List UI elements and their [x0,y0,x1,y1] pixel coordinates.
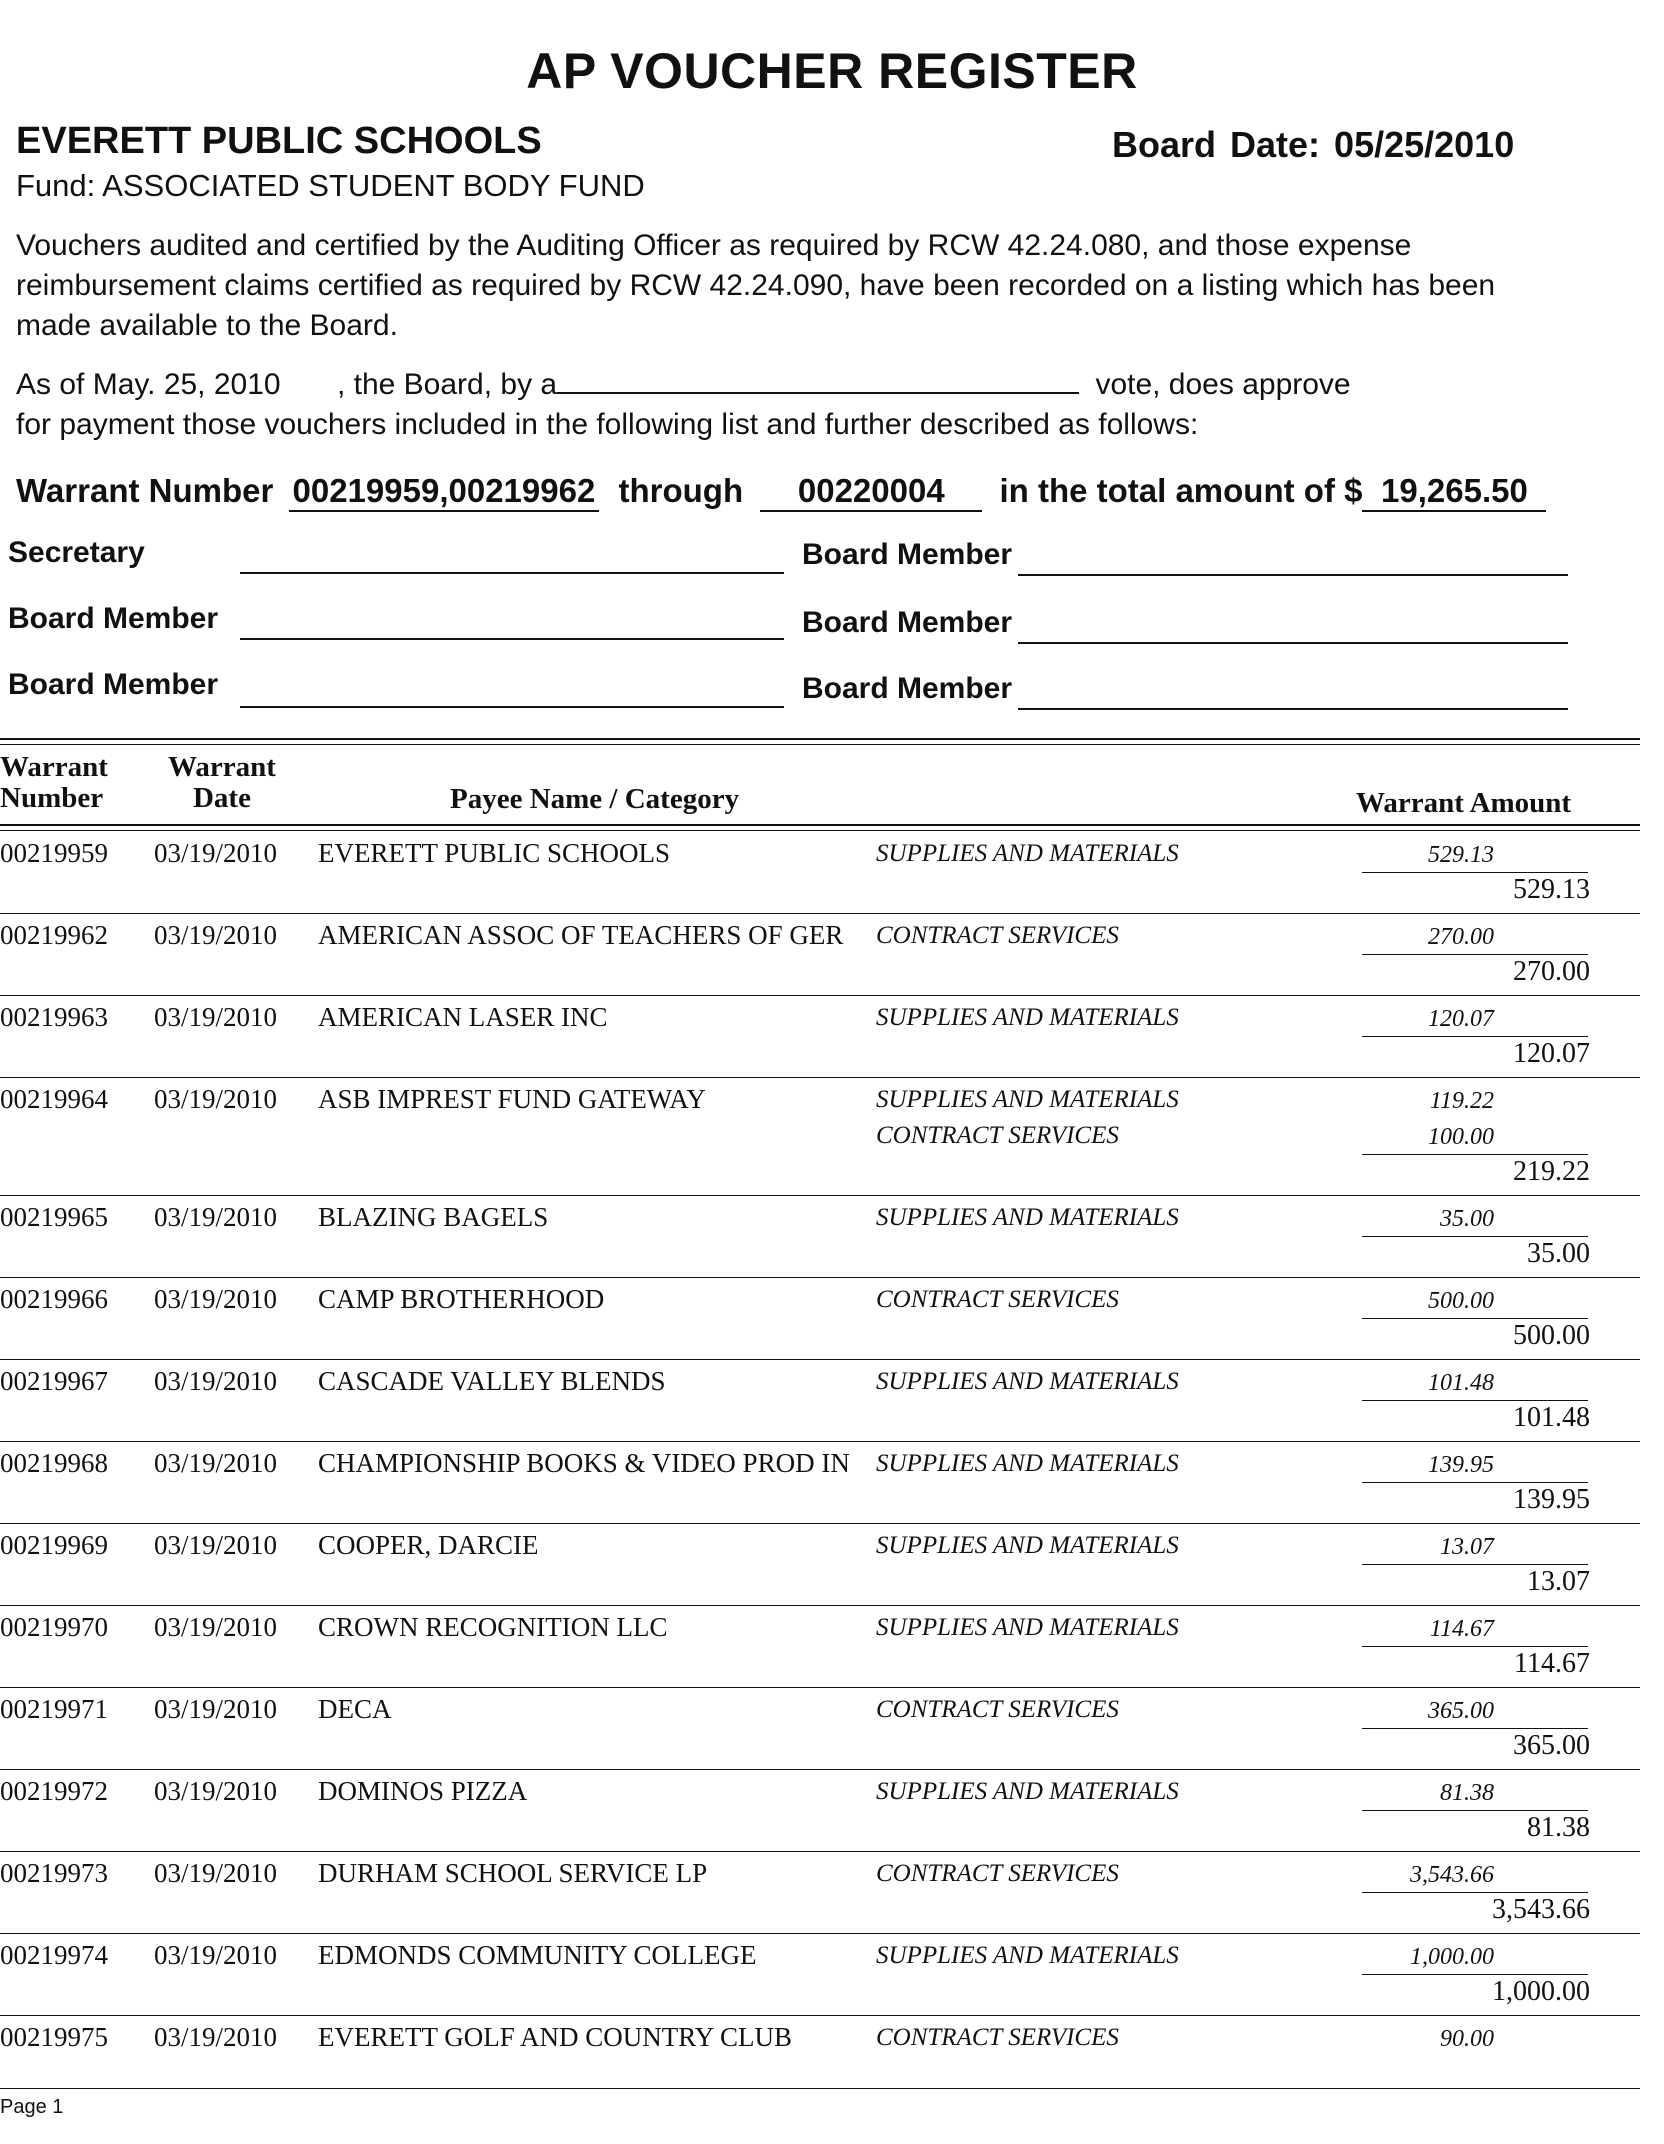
table-row [0,1606,1640,1688]
expense-category: SUPPLIES AND MATERIALS [876,1086,1179,1113]
expense-category: CONTRACT SERVICES [876,1696,1119,1723]
column-header-line: Number [0,782,104,814]
through-label: through [618,472,744,509]
board-member-label: Board Member [802,606,1013,639]
line-amount: 1,000.00 [1410,1944,1494,1970]
line-amount: 90.00 [1440,2026,1494,2052]
warrant-date: 03/19/2010 [154,1612,278,1642]
payee-name: COOPER, DARCIE [318,1530,539,1560]
board-member-signature-line [240,706,784,708]
warrant-date: 03/19/2010 [154,1448,278,1478]
warrant-total: 365.00 [1513,1730,1590,1761]
page-number: Page 1 [0,2096,64,2118]
board-date [1112,124,1514,166]
warrant-total: 101.48 [1513,1402,1590,1433]
payee-name: DECA [318,1694,392,1724]
expense-category: CONTRACT SERVICES [876,1860,1119,1887]
footer-rule [0,2088,1640,2089]
warrant-total: 114.67 [1514,1648,1590,1679]
warrant-total: 500.00 [1513,1320,1590,1351]
table-row [0,914,1640,996]
table-row [0,996,1640,1078]
table-row [0,1852,1640,1934]
table-row [0,1934,1640,2016]
table-row [0,1770,1640,1852]
warrant-date: 03/19/2010 [154,1002,278,1032]
payee-name: EDMONDS COMMUNITY COLLEGE [318,1940,757,1970]
warrant-total: 120.07 [1513,1038,1590,1069]
payee-name: DURHAM SCHOOL SERVICE LP [318,1858,708,1888]
board-member-signature-line [1018,708,1568,710]
table-row [0,832,1640,914]
payee-name: ASB IMPREST FUND GATEWAY [318,1084,706,1114]
warrant-total: 529.13 [1513,874,1590,905]
header-rule [0,830,1640,831]
warrant-number: 00219975 [0,2022,108,2052]
payee-name: AMERICAN ASSOC OF TEACHERS OF GER [318,920,844,950]
line-amount: 120.07 [1428,1006,1494,1032]
board-date-value: 05/25/2010 [1334,124,1515,165]
warrant-total: 219.22 [1513,1156,1590,1187]
board-by-text: , the Board, by a [336,368,558,401]
as-of-date: As of May. 25, 2010 [16,368,281,401]
payee-name: CROWN RECOGNITION LLC [318,1612,668,1642]
line-amount: 35.00 [1440,1206,1494,1232]
board-member-label: Board Member [8,668,219,701]
expense-category: SUPPLIES AND MATERIALS [876,840,1179,867]
subtotal-rule [1362,1974,1588,1975]
line-amount: 114.67 [1429,1616,1494,1642]
table-row [0,1442,1640,1524]
warrant-date: 03/19/2010 [154,1366,278,1396]
board-member-signature-line [1018,574,1568,576]
warrant-start-numbers: 00219959,00219962 [289,472,600,512]
warrant-date: 03/19/2010 [154,1694,278,1724]
expense-category: SUPPLIES AND MATERIALS [876,1532,1179,1559]
warrant-total: 1,000.00 [1492,1976,1590,2007]
expense-category: SUPPLIES AND MATERIALS [876,1004,1179,1031]
warrant-number: 00219967 [0,1366,108,1396]
warrant-date: 03/19/2010 [154,1202,278,1232]
subtotal-rule [1362,1318,1588,1319]
expense-category: SUPPLIES AND MATERIALS [876,1204,1179,1231]
warrant-number: 00219971 [0,1694,108,1724]
table-row [0,1360,1640,1442]
subtotal-rule [1362,1236,1588,1237]
line-amount: 365.00 [1428,1698,1494,1724]
table-row [0,1688,1640,1770]
total-amount-label: in the total amount of $ [999,472,1363,509]
payee-name: EVERETT GOLF AND COUNTRY CLUB [318,2022,793,2052]
subtotal-rule [1362,1154,1588,1155]
table-row [0,2016,1640,2098]
warrant-total: 13.07 [1527,1566,1590,1597]
warrant-number: 00219964 [0,1084,108,1114]
expense-category: SUPPLIES AND MATERIALS [876,1614,1179,1641]
subtotal-rule [1362,1646,1588,1647]
table-row [0,1278,1640,1360]
total-amount-value: 19,265.50 [1362,472,1546,512]
line-amount: 500.00 [1428,1288,1494,1314]
warrant-number: 00219963 [0,1002,108,1032]
warrant-date: 03/19/2010 [154,838,278,868]
warrant-number: 00219962 [0,920,108,950]
warrant-number: 00219972 [0,1776,108,1806]
warrant-summary [16,472,1546,512]
warrant-number: 00219966 [0,1284,108,1314]
line-amount: 3,543.66 [1410,1862,1494,1888]
board-date-label: Board Date: [1112,124,1321,165]
expense-category: CONTRACT SERVICES [876,2024,1119,2051]
subtotal-rule [1362,1400,1588,1401]
board-member-signature-line [240,638,784,640]
warrant-date: 03/19/2010 [154,1084,278,1114]
warrant-end-number: 00220004 [760,472,982,512]
table-row [0,1078,1640,1196]
warrant-number-label: Warrant Number [16,472,274,509]
board-member-label: Board Member [8,602,219,635]
organization-name: EVERETT PUBLIC SCHOOLS [16,120,542,162]
subtotal-rule [1362,954,1588,955]
expense-category: SUPPLIES AND MATERIALS [876,1778,1179,1805]
payee-name: DOMINOS PIZZA [318,1776,528,1806]
subtotal-rule [1362,1810,1588,1811]
table-row [0,1196,1640,1278]
column-header-payee: Payee Name / Category [450,783,740,815]
header-rule [0,738,1640,740]
line-amount: 81.38 [1440,1780,1494,1806]
subtotal-rule [1362,1728,1588,1729]
line-amount: 270.00 [1428,924,1494,950]
expense-category: CONTRACT SERVICES [876,1286,1119,1313]
line-amount: 529.13 [1428,842,1494,868]
warrant-date: 03/19/2010 [154,920,278,950]
column-header-line: Date [192,782,251,814]
certification-paragraph: Vouchers audited and certified by the Auditing Officer as required by RCW 42.24.080, and those expense reimbursement claims certified as required by RCW 42.24.090, have been recorded on a listing which has been made available to the Board. [16,229,1496,342]
column-header-warrant-number [0,752,108,814]
expense-category: SUPPLIES AND MATERIALS [876,1368,1179,1395]
line-amount: 101.48 [1428,1370,1494,1396]
warrant-total: 3,543.66 [1492,1894,1590,1925]
warrant-number: 00219974 [0,1940,108,1970]
expense-category: CONTRACT SERVICES [876,922,1119,949]
payee-name: CASCADE VALLEY BLENDS [318,1366,666,1396]
payee-name: EVERETT PUBLIC SCHOOLS [318,838,671,868]
column-header-amount: Warrant Amount [1356,787,1572,819]
fund-line: Fund: ASSOCIATED STUDENT BODY FUND [16,168,645,203]
board-member-signature-line [1018,642,1568,644]
secretary-signature-line [240,572,784,574]
warrant-number: 00219959 [0,838,108,868]
warrant-total: 270.00 [1513,956,1590,987]
payee-name: CAMP BROTHERHOOD [318,1284,605,1314]
payee-name: AMERICAN LASER INC [318,1002,608,1032]
payee-name: CHAMPIONSHIP BOOKS & VIDEO PROD IN [318,1448,850,1478]
warrant-number: 00219968 [0,1448,108,1478]
expense-category: SUPPLIES AND MATERIALS [876,1450,1179,1477]
secretary-label: Secretary [8,536,145,569]
payee-name: BLAZING BAGELS [318,1202,549,1232]
page-title: AP VOUCHER REGISTER [526,43,1138,99]
warrant-total: 81.38 [1527,1812,1590,1843]
header-rule [0,824,1640,826]
warrant-total: 139.95 [1513,1484,1590,1515]
table-row [0,1524,1640,1606]
column-header-line: Warrant [0,751,108,783]
board-member-label: Board Member [802,672,1013,705]
line-amount: 139.95 [1428,1452,1494,1478]
vote-blank [557,362,1079,394]
column-header-line: Warrant [168,751,276,783]
subtotal-rule [1362,1036,1588,1037]
warrant-date: 03/19/2010 [154,2022,278,2052]
warrant-date: 03/19/2010 [154,1284,278,1314]
subtotal-rule [1362,1564,1588,1565]
subtotal-rule [1362,872,1588,873]
line-amount: 119.22 [1429,1088,1494,1114]
warrant-total: 35.00 [1527,1238,1590,1269]
warrant-number: 00219969 [0,1530,108,1560]
expense-category: SUPPLIES AND MATERIALS [876,1942,1179,1969]
approval-statement [16,362,1516,445]
warrant-number: 00219965 [0,1202,108,1232]
warrant-date: 03/19/2010 [154,1776,278,1806]
warrant-number: 00219973 [0,1858,108,1888]
approval-second-line: for payment those vouchers included in the following list and further described as follows: [16,408,1199,441]
warrant-number: 00219970 [0,1612,108,1642]
subtotal-rule [1362,1482,1588,1483]
warrant-date: 03/19/2010 [154,1940,278,1970]
expense-category: CONTRACT SERVICES [876,1122,1119,1149]
column-header-warrant-date [168,752,276,814]
vote-text: vote, does approve [1095,368,1351,401]
line-amount: 13.07 [1440,1534,1494,1560]
header-rule [0,744,1640,745]
line-amount: 100.00 [1428,1124,1494,1150]
board-member-label: Board Member [802,538,1013,571]
warrant-date: 03/19/2010 [154,1858,278,1888]
warrant-date: 03/19/2010 [154,1530,278,1560]
subtotal-rule [1362,1892,1588,1893]
